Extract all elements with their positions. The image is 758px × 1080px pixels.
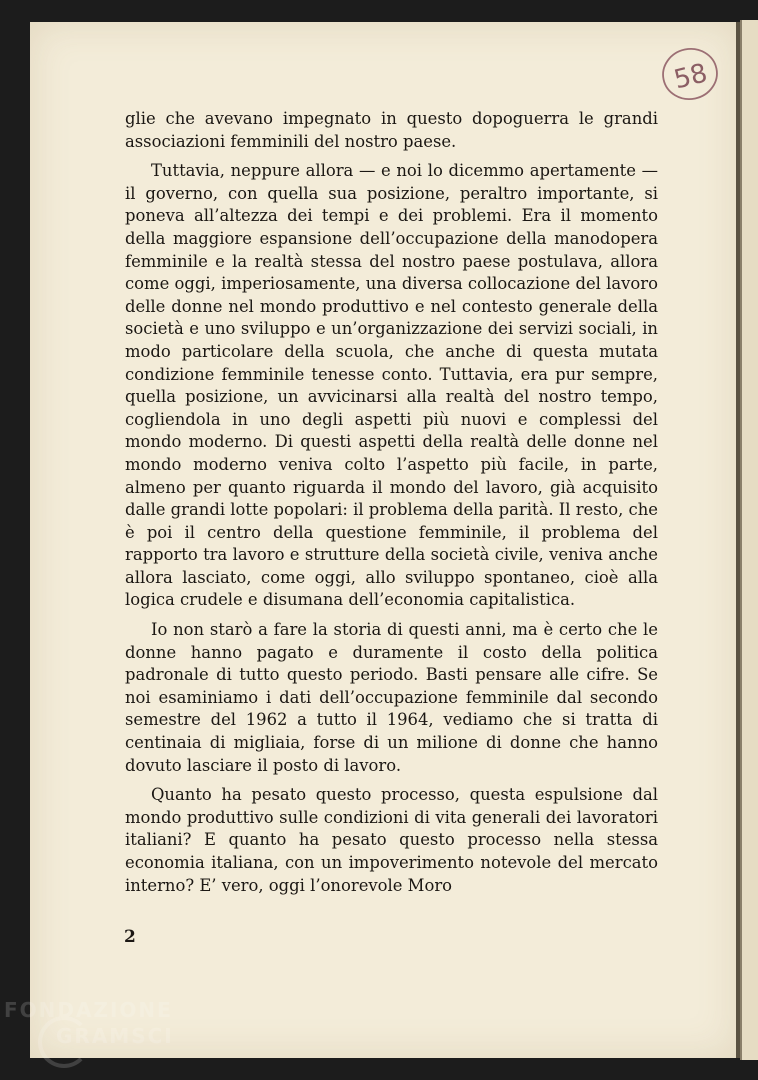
watermark-line-2: GRAMSCI xyxy=(56,1024,174,1048)
page-number: 2 xyxy=(124,927,136,947)
paragraph-2: Tuttavia, neppure allora — e noi lo dicemmo apertamente — il governo, con quella sua posizione, peraltro importante, si poneva all’altezza dei tempi e dei problemi. Era il momento della maggiore espansione dell’occupazione della manodopera femminile e la realtà stessa del nostro paese postulava, allora come oggi, imperiosamente, una diversa collocazione del lavoro delle donne nel mondo produttivo e nel contesto generale della società e uno sviluppo e un’organizzazione dei servizi sociali, in modo particolare della scuola, che anche di questa mutata condizione femminile tenesse conto. Tuttavia, era pur sempre, quella posizione, un avvicinarsi alla realtà del nostro tempo, cogliendola in uno degli aspetti più nuovi e complessi del mondo moderno. Di questi aspetti della realtà delle donne nel mondo moderno veniva colto l’aspetto più facile, in parte, almeno per quanto riguarda il mondo del lavoro, già acquisito dalle grandi lotte popolari: il problema della parità. Il resto, che è poi il centro della questione femminile, il problema del rapporto tra lavoro e strutture della società civile, veniva anche allora lasciato, come oggi, allo sviluppo spontaneo, cioè alla logica crudele e disumana dell’economia capitalistica. xyxy=(125,161,658,610)
fondazione-gramsci-watermark xyxy=(4,994,194,1080)
next-page-edge xyxy=(740,20,758,1060)
paragraph-4: Quanto ha pesato questo processo, questa espulsione dal mondo produttivo sulle condizioni di vita generali dei lavoratori italiani? E quanto ha pesato questo processo nella stessa economia italiana, con un impoverimento notevole del mercato interno? E’ vero, oggi l’onorevole Moro xyxy=(125,785,658,895)
watermark-line-1: FONDAZIONE xyxy=(4,998,173,1022)
paragraph-1: glie che avevano impegnato in questo dopoguerra le grandi associazioni femminili del nostro paese. xyxy=(125,109,658,151)
handwritten-page-annotation xyxy=(658,44,722,104)
paragraph-3: Io non starò a fare la storia di questi anni, ma è certo che le donne hanno pagato e duramente il costo della politica padronale di tutto questo periodo. Basti pensare alle cifre. Se noi esaminiamo i dati dell’occupazione femminile dal secondo semestre del 1962 a tutto il 1964, vediamo che si tratta di centinaia di migliaia, forse di un milione di donne che hanno dovuto lasciare il posto di lavoro. xyxy=(125,620,658,775)
annotation-number: 58 xyxy=(671,58,711,96)
body-text xyxy=(125,108,658,904)
